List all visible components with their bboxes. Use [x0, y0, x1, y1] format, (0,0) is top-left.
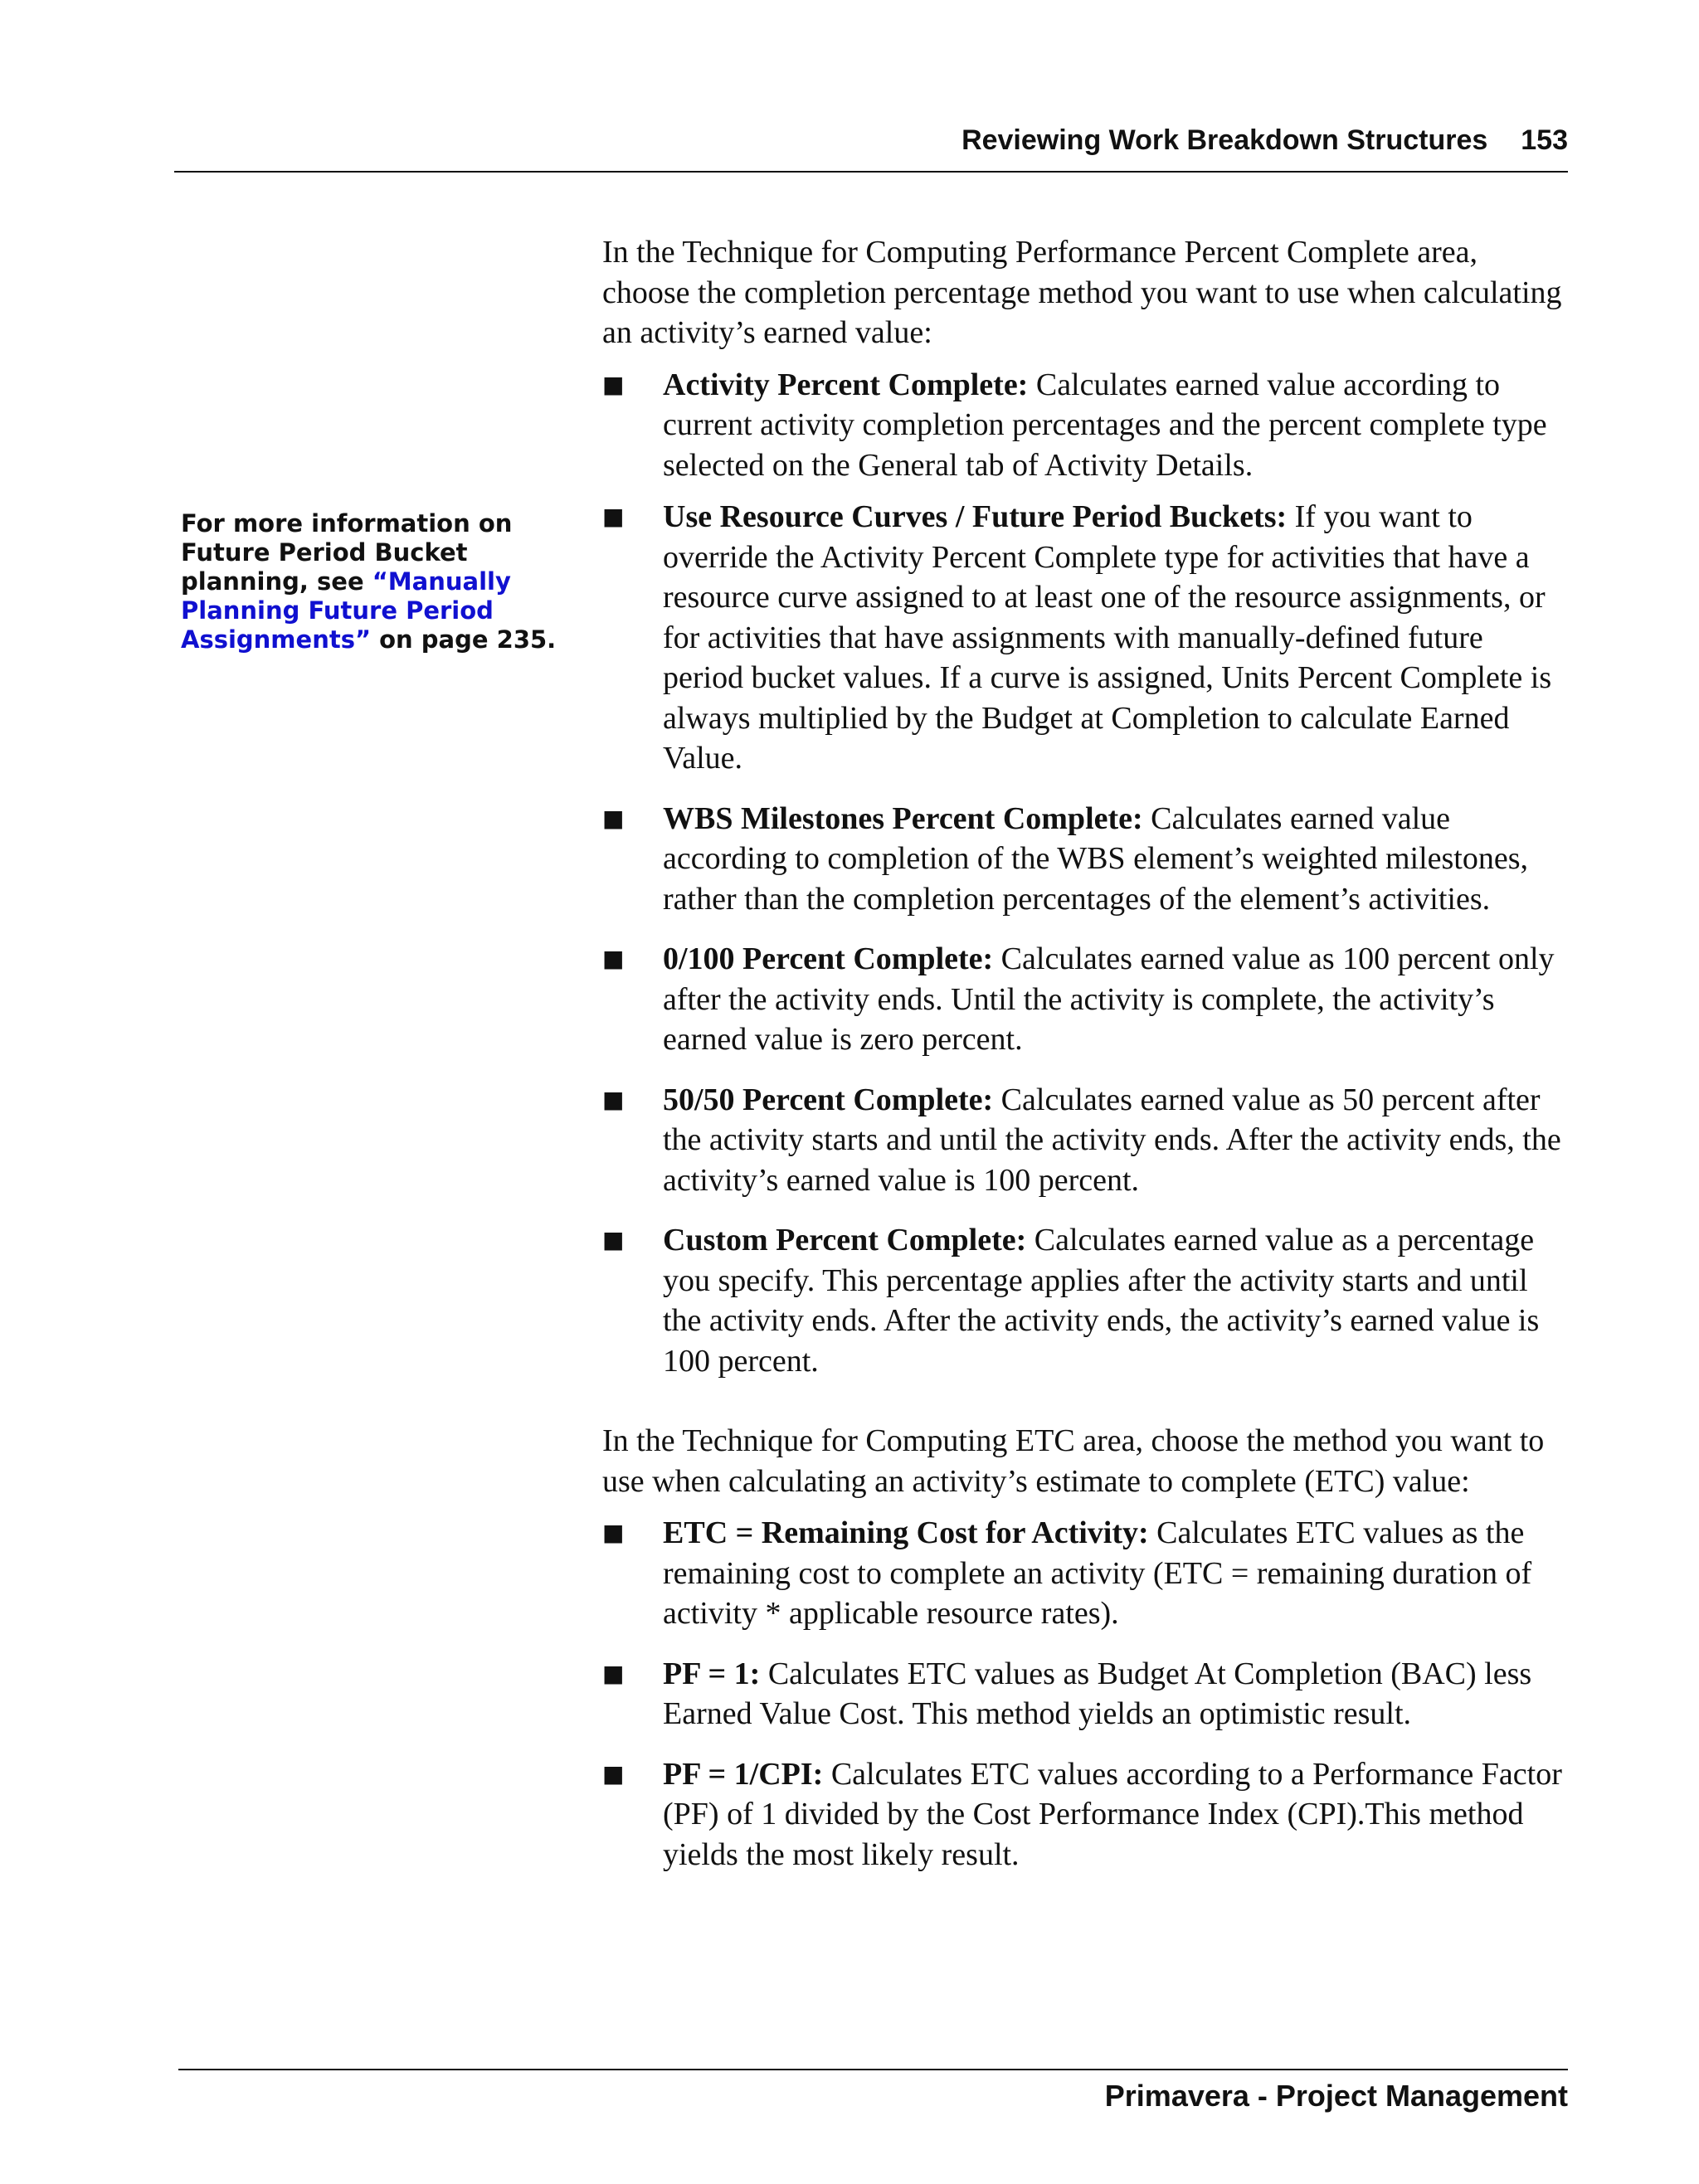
- bullet-icon: ■: [602, 1759, 625, 1788]
- list-item: [602, 497, 1569, 779]
- footer-text: Primavera - Project Management: [1104, 2079, 1568, 2113]
- bullet-icon: ■: [602, 370, 625, 398]
- bullet-icon: ■: [602, 1659, 625, 1687]
- list-item: [602, 365, 1569, 486]
- bullet-icon: ■: [602, 804, 625, 832]
- method-description: Calculates ETC values as the remaining cost to complete an activity (ETC = remaining duration of activity * applicable resource rates).: [663, 1515, 1532, 1631]
- section-title: Reviewing Work Breakdown Structures: [961, 124, 1488, 156]
- main-content: [602, 232, 1569, 1875]
- bullet-icon: ■: [602, 1519, 625, 1546]
- method-description: Calculates earned value as a percentage you specify. This percentage applies after the activity starts and until the activity ends. After the activity ends, the activity’s earned value is 100 percent.: [663, 1223, 1540, 1379]
- page-footer: [178, 2069, 1568, 2113]
- method-description: Calculates earned value as 100 percent only after the activity ends. Until the activity is complete, the activity’s earned value is zero percent.: [663, 941, 1555, 1057]
- margin-note-text: For more information on Future Period Bucket planning, see: [181, 509, 513, 596]
- list-item: [602, 939, 1569, 1060]
- etc-method-list: [602, 1513, 1569, 1875]
- method-description: Calculates earned value as 50 percent after the activity starts and until the activity ends. After the activity ends, the activity’s earned value is 100 percent.: [663, 1082, 1561, 1198]
- page-number: 153: [1521, 124, 1568, 156]
- list-item: [602, 799, 1569, 920]
- method-term: Custom Percent Complete:: [663, 1223, 1027, 1257]
- list-item: [602, 1654, 1569, 1734]
- list-item: [602, 1754, 1569, 1875]
- performance-intro: In the Technique for Computing Performance Percent Complete area, choose the completion percentage method you want to use when calculating an activity’s earned value:: [602, 235, 1562, 350]
- bullet-icon: ■: [602, 945, 625, 972]
- cross-reference-link[interactable]: “Manually Planning Future Period Assignments”: [181, 567, 511, 654]
- method-term: 50/50 Percent Complete:: [663, 1082, 994, 1117]
- method-term: WBS Milestones Percent Complete:: [663, 800, 1143, 836]
- method-description: Calculates ETC values as Budget At Completion (BAC) less Earned Value Cost. This method yields an optimistic result.: [663, 1656, 1532, 1731]
- method-description: Calculates earned value according to completion of the WBS element’s weighted milestones, rather than the completion percentages of the element’s activities.: [663, 800, 1529, 917]
- list-item: [602, 1513, 1569, 1634]
- method-term: Use Resource Curves / Future Period Buckets:: [663, 499, 1288, 534]
- bullet-icon: ■: [602, 503, 625, 530]
- method-term: PF = 1/CPI:: [663, 1756, 824, 1792]
- method-term: ETC = Remaining Cost for Activity:: [663, 1515, 1149, 1550]
- bullet-icon: ■: [602, 1085, 625, 1113]
- list-item: [602, 1220, 1569, 1381]
- method-term: Activity Percent Complete:: [663, 367, 1029, 402]
- method-term: 0/100 Percent Complete:: [663, 941, 994, 976]
- margin-note: [181, 509, 562, 654]
- method-description: If you want to override the Activity Percent Complete type for activities that have a resource curve assigned to at least one of the resource assignments, or for activities that have assignments with manually-defined future period bucket values. If a curve is assigned, Units Percent Complete is always multiplied by the Budget at Completion to calculate Earned Value.: [663, 499, 1552, 776]
- method-description: Calculates earned value according to current activity completion percentages and the percent complete type selected on the General tab of Activity Details.: [663, 367, 1547, 483]
- list-item: [602, 1080, 1569, 1201]
- margin-note-page-ref: on page 235.: [371, 625, 557, 654]
- performance-method-list: [602, 365, 1569, 1382]
- etc-intro: In the Technique for Computing ETC area, choose the method you want to use when calculating an activity’s estimate to complete (ETC) value:: [602, 1423, 1545, 1499]
- bullet-icon: ■: [602, 1226, 625, 1253]
- method-term: PF = 1:: [663, 1656, 761, 1691]
- page-header: [174, 124, 1568, 173]
- method-description: Calculates ETC values according to a Performance Factor (PF) of 1 divided by the Cost Performance Index (CPI).This method yields the most likely result.: [663, 1756, 1562, 1872]
